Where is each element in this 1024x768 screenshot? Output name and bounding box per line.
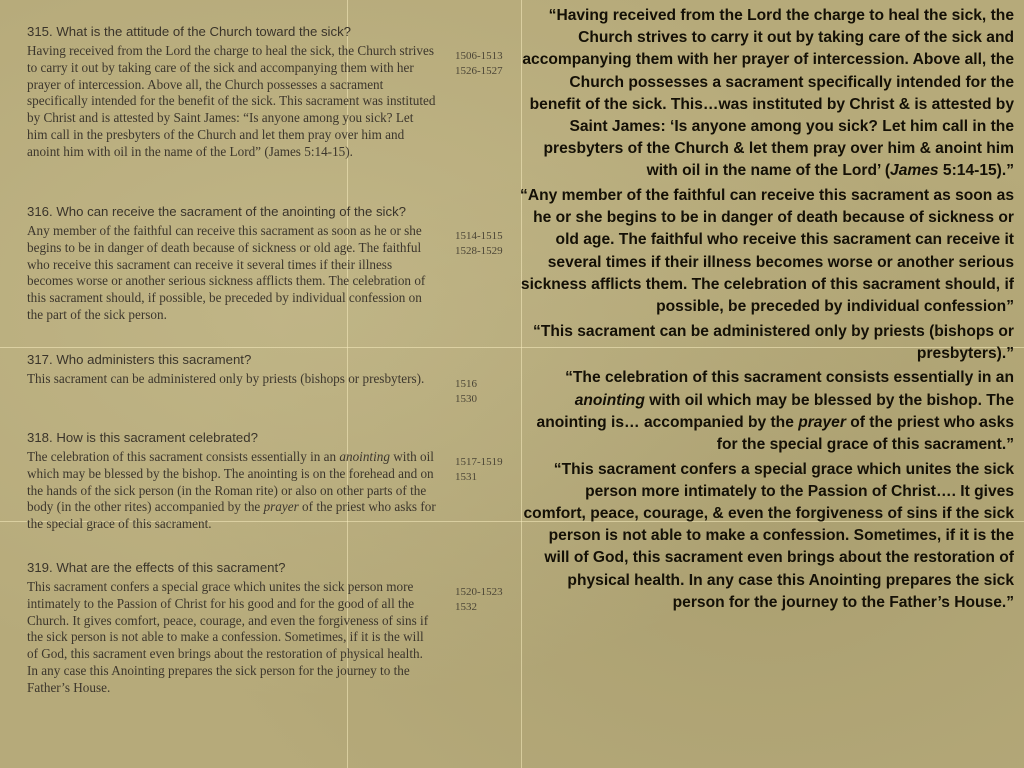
ccc-references: 1514-1515 1528-1529 — [455, 230, 503, 257]
ccc-references: 1516 1530 — [455, 378, 477, 405]
quote-text: “Having received from the Lord the charge to heal the sick, the Church strives to carry it out by taking care of the sick and accompanying them with her prayer of intercession. Above all, the Church possesses a sacrament specifically intended for the benefit of the sick. This…was instituted by Christ & is attested by Saint James: ‘Is anyone among you sick? Let him call in the presbyters of the Church & let them pray over him & anoint him with oil in the name of the Lord’ ( — [522, 7, 1014, 180]
ccc-references: 1520-1523 1532 — [455, 586, 503, 613]
question-title: 317. Who administers this sacrament? — [27, 352, 252, 367]
question-answer: Having received from the Lord the charge to heal the sick, the Church strives to carry it out by taking care of the sick and accompanying them with her prayer of intercession. Above all, the Church possesses a sacrament specifically intended for the benefit of the sick. This sacrament was instituted by Christ and is attested by Saint James: “Is anyone among you sick? Let him call in the presbyters of the Church and let them pray over him and anoint him with oil in the name of the Lord” (James 5:14-15). — [27, 43, 436, 159]
quote-paragraph — [520, 367, 1014, 456]
quote-paragraph: “This sacrament can be administered only by priests (bishops or presbyters).” — [533, 322, 1014, 362]
question-title: 315. What is the attitude of the Church toward the sick? — [27, 24, 352, 39]
quote-paragraph — [520, 5, 1014, 183]
quote-emphasis: prayer — [798, 413, 846, 431]
question-title: 318. How is this sacrament celebrated? — [27, 430, 258, 445]
quote-text: of the priest who asks for the special grace of this sacrament.” — [716, 413, 1014, 454]
quotation-column — [520, 5, 1014, 616]
answer-text: with oil which may be blessed by the bishop. The anointing is on the forehead and on the hands of the sick person (in the Roman rite) or also on other parts of the body (in the other rites) accompanied by the — [27, 449, 434, 515]
quote-text: “The celebration of this sacrament consists essentially in an — [565, 369, 1014, 387]
question-315 — [27, 24, 507, 161]
answer-text: of the priest who asks for the special grace of this sacrament. — [27, 499, 436, 532]
quote-text: with oil which may be blessed by the bishop. The anointing is… accompanied by the — [536, 391, 1014, 431]
question-title: 319. What are the effects of this sacrament? — [27, 560, 286, 575]
question-answer — [27, 449, 437, 533]
question-316 — [27, 204, 507, 324]
quote-text: 5:14-15).” — [938, 162, 1014, 180]
question-answer: Any member of the faithful can receive this sacrament as soon as he or she begins to be in danger of death because of sickness or old age. The faithful who receive this sacrament can receive it several times if their illness becomes worse or another serious sickness afflicts them. The celebration of this sacrament should, if possible, be preceded by individual confession on the part of the sick person. — [27, 223, 426, 322]
quote-paragraph: “Any member of the faithful can receive this sacrament as soon as he or she begins to be in danger of death because of sickness or old age. The faithful who receive this sacrament can receive it several times if their illness becomes worse or another serious sickness afflicts them. The celebration of this sacrament should, if possible, be preceded by individual confession” — [520, 187, 1014, 316]
quote-emphasis: James — [890, 162, 939, 180]
quote-paragraph: “This sacrament confers a special grace which unites the sick person more intimately to the Passion of Christ…. It gives comfort, peace, courage, & even the forgiveness of sins if the sick person is not able to make a confession. Sometimes, if it is the will of God, this sacrament even brings about the restoration of physical health. In any case this Anointing prepares the sick person for the journey to the Father’s House.” — [523, 460, 1014, 611]
question-318 — [27, 430, 507, 533]
answer-text: The celebration of this sacrament consists essentially in an — [27, 449, 340, 464]
ccc-references: 1506-1513 1526-1527 — [455, 50, 503, 77]
answer-emphasis: anointing — [339, 449, 390, 464]
question-answer: This sacrament can be administered only by priests (bishops or presbyters). — [27, 371, 425, 386]
quote-emphasis: anointing — [574, 391, 645, 409]
ccc-references: 1517-1519 1531 — [455, 456, 503, 483]
question-answer: This sacrament confers a special grace which unites the sick person more intimately to the Passion of Christ for his good and for the good of all the Church. It gives comfort, peace, courage, and even the forgiveness of sins if the sick person is not able to make a confession. Sometimes, if it is the will of God, this sacrament even brings about the restoration of physical health. In any case this Anointing prepares the sick person for the journey to the Father’s House. — [27, 579, 429, 695]
question-317 — [27, 352, 507, 405]
question-title: 316. Who can receive the sacrament of the anointing of the sick? — [27, 204, 406, 219]
scanned-catechism-page — [18, 14, 518, 734]
question-319 — [27, 560, 507, 697]
answer-emphasis: prayer — [263, 499, 299, 515]
